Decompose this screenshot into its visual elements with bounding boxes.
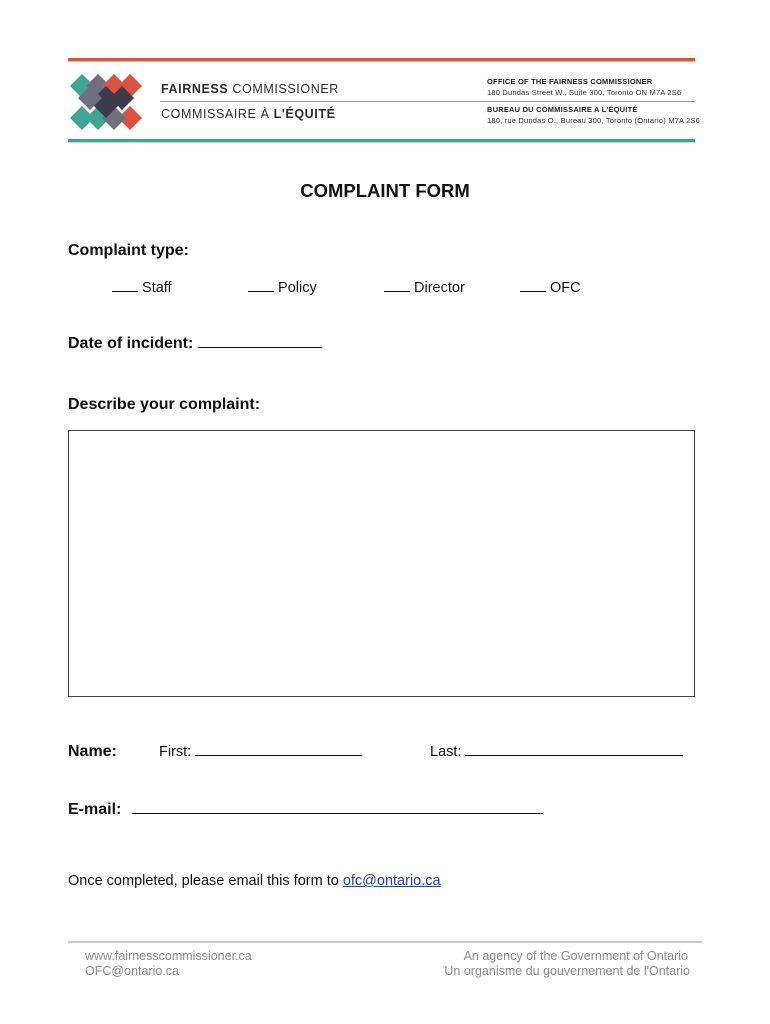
footer-agency-fr: Un organisme du gouvernement de l'Ontario	[444, 964, 690, 978]
complaint-type-option-policy[interactable]: Policy	[248, 280, 317, 296]
footer-rule	[68, 941, 702, 943]
header-divider	[160, 101, 695, 102]
email-label: E-mail:	[68, 801, 543, 819]
complaint-type-option-director[interactable]: Director	[384, 280, 465, 296]
describe-complaint-label: Describe your complaint:	[68, 396, 261, 413]
footer-website: www.fairnesscommissioner.ca	[85, 949, 252, 963]
date-of-incident-field[interactable]	[198, 347, 322, 348]
submission-note: Once completed, please email this form to ofc@ontario.ca	[68, 873, 441, 889]
last-name-label: Last:	[430, 744, 683, 760]
footer-agency-en: An agency of the Government of Ontario	[463, 949, 688, 963]
header-top-rule-shadow	[68, 61, 695, 62]
date-of-incident-label: Date of incident:	[68, 335, 322, 353]
complaint-type-option-ofc[interactable]: OFC	[520, 280, 581, 296]
office-address-fr: 180, rue Dundas O., Bureau 300, Toronto (Ontario) M7A 2S6	[487, 116, 701, 125]
first-name-label: First:	[159, 744, 362, 760]
header-bottom-rule-shadow	[68, 142, 695, 143]
brand-name-fr: COMMISSAIRE À L'ÉQUITÉ	[161, 107, 336, 121]
brand-name-en: FAIRNESS COMMISSIONER	[161, 82, 339, 96]
first-name-field[interactable]	[195, 755, 362, 756]
office-title-en: OFFICE OF THE FAIRNESS COMMISSIONER	[487, 77, 653, 86]
footer-email: OFC@ontario.ca	[85, 964, 179, 978]
last-name-field[interactable]	[465, 755, 683, 756]
ofc-email-link[interactable]: ofc@ontario.ca	[342, 873, 441, 889]
complaint-description-box[interactable]	[68, 430, 695, 697]
form-title: COMPLAINT FORM	[300, 180, 470, 201]
complaint-type-option-staff[interactable]: Staff	[112, 280, 172, 296]
logo-diamonds	[70, 74, 142, 130]
office-address-en: 180 Dundas Street W., Suite 300, Toronto ON M7A 2S6	[487, 88, 682, 97]
fairness-commissioner-logo	[68, 72, 144, 132]
complaint-type-label: Complaint type:	[68, 242, 189, 259]
email-field[interactable]	[132, 813, 543, 814]
name-label: Name:	[68, 743, 117, 760]
office-title-fr: BUREAU DU COMMISSAIRE A L'ÉQUITÉ	[487, 105, 638, 114]
